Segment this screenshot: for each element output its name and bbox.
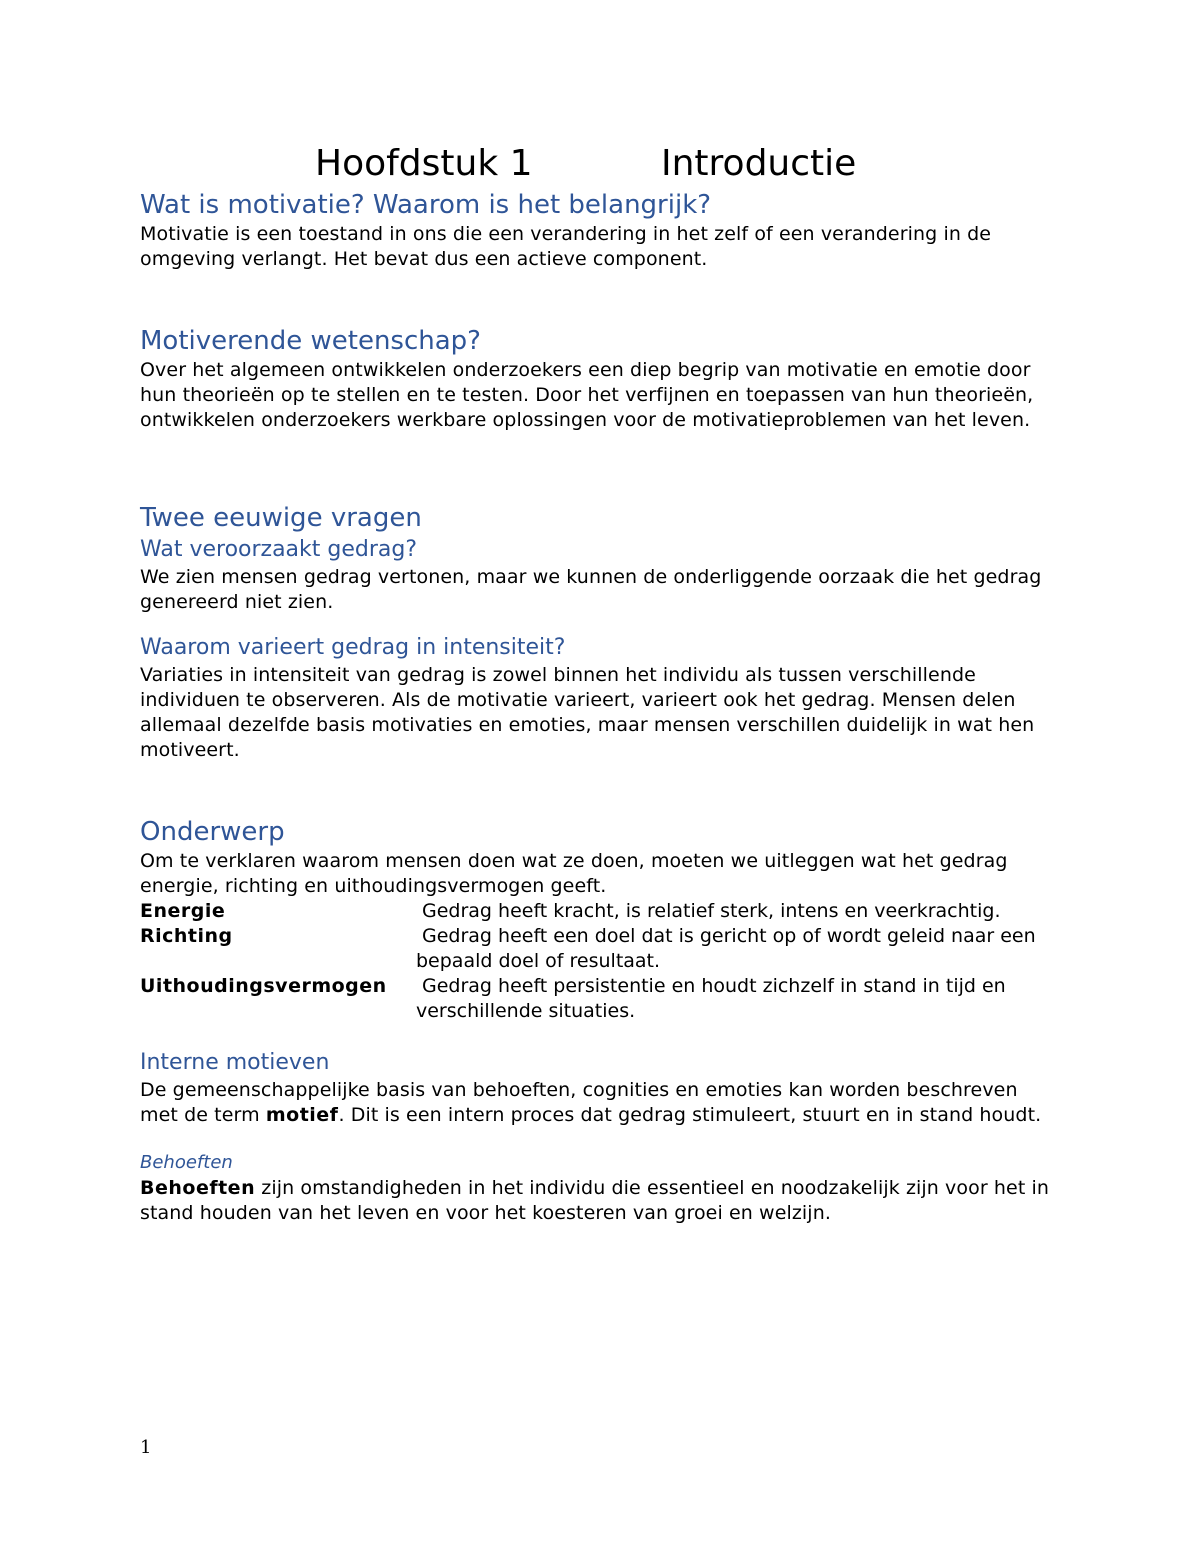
text-part: zijn omstandigheden in het individu die essentieel en noodzakelijk zijn voor het in stand houden van het leven en voor het koesteren van groei en welzijn.: [140, 1177, 1050, 1224]
term-label: Energie: [140, 900, 226, 922]
page-content: [140, 142, 1060, 1226]
definition-text: Gedrag heeft kracht, is relatief sterk, intens en veerkrachtig.: [422, 900, 1001, 922]
text-part: De gemeenschappelijke basis van behoeften, cognities en emoties kan worden beschreven met de term: [140, 1079, 1018, 1126]
paragraph-wetenschap: Over het algemeen ontwikkelen onderzoekers een diep begrip van motivatie en emotie door hun theorieën op te stellen en te testen. Door het verfijnen en toepassen van hun theorieën, ontwikkelen onderzoekers werkbare oplossingen voor de motivatieproblemen van het leven.: [140, 359, 1034, 431]
text-part: . Dit is een intern proces dat gedrag stimuleert, stuurt en in stand houdt.: [338, 1104, 1042, 1126]
paragraph-behoeften: [140, 1176, 1060, 1226]
heading-motiverende-wetenschap: Motiverende wetenschap?: [140, 326, 481, 356]
chapter-title: [140, 142, 1060, 186]
term-label: Richting: [140, 925, 233, 947]
chapter-number: Hoofdstuk 1: [315, 143, 533, 184]
term-list: [140, 899, 1060, 1024]
heading-behoeften: Behoeften: [140, 1152, 233, 1173]
paragraph-interne-motieven: [140, 1078, 1060, 1128]
term-definition: [416, 924, 1060, 974]
paragraph-onderwerp: Om te verklaren waarom mensen doen wat ze doen, moeten we uitleggen wat het gedrag energie, richting en uithoudingsvermogen geeft.: [140, 850, 1008, 897]
term-row-uithoudingsvermogen: [140, 974, 1060, 1024]
term-definition: [416, 974, 1060, 1024]
term-row-energie: [140, 899, 1060, 924]
term-definition: [416, 899, 1060, 924]
heading-wat-veroorzaakt-gedrag: Wat veroorzaakt gedrag?: [140, 537, 418, 562]
paragraph-varieert: Variaties in intensiteit van gedrag is zowel binnen het individu als tussen verschillende individuen te observeren. Als de motivatie varieert, varieert ook het gedrag. Mensen delen allemaal dezelfde basis motivaties en emoties, maar mensen verschillen duidelijk in wat hen motiveert.: [140, 664, 1035, 761]
heading-waarom-varieert-gedrag: Waarom varieert gedrag in intensiteit?: [140, 635, 566, 660]
heading-wat-is-motivatie: Wat is motivatie? Waarom is het belangrijk?: [140, 190, 712, 220]
heading-twee-eeuwige-vragen: Twee eeuwige vragen: [140, 503, 422, 533]
heading-onderwerp: Onderwerp: [140, 817, 285, 847]
bold-term-behoeften: Behoeften: [140, 1177, 256, 1199]
paragraph-motivatie: Motivatie is een toestand in ons die een verandering in het zelf of een verandering in de omgeving verlangt. Het bevat dus een actieve component.: [140, 223, 992, 270]
term-row-richting: [140, 924, 1060, 974]
definition-text: Gedrag heeft persistentie en houdt zichzelf in stand in tijd en verschillende situaties.: [416, 975, 1006, 1022]
paragraph-veroorzaakt: We zien mensen gedrag vertonen, maar we kunnen de onderliggende oorzaak die het gedrag genereerd niet zien.: [140, 566, 1042, 613]
bold-term-motief: motief: [265, 1104, 339, 1126]
chapter-name: Introductie: [661, 143, 857, 184]
heading-interne-motieven: Interne motieven: [140, 1050, 330, 1075]
definition-text: Gedrag heeft een doel dat is gericht op of wordt geleid naar een bepaald doel of resultaat.: [416, 925, 1036, 972]
term-label: Uithoudingsvermogen: [140, 975, 387, 997]
page-number: 1: [140, 1437, 152, 1458]
